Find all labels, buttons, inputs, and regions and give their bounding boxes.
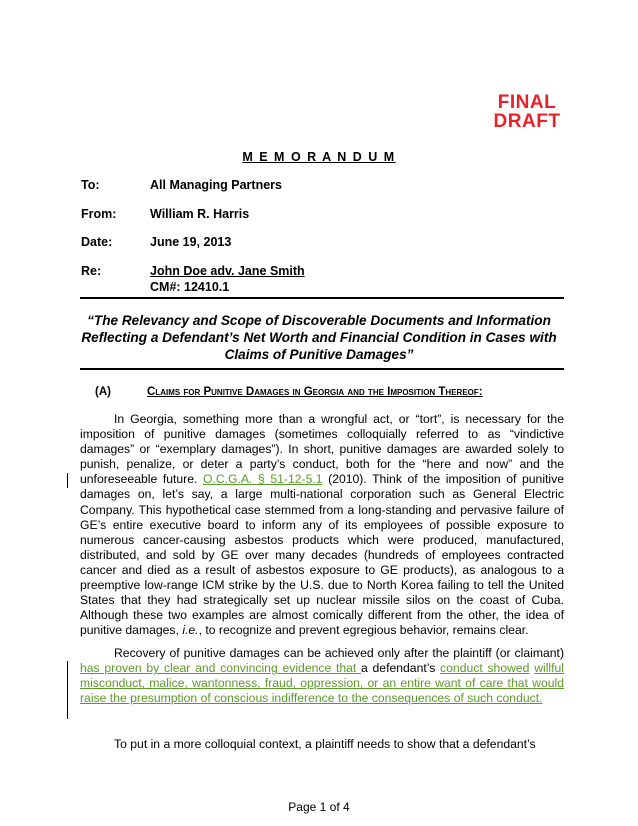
- paragraph-1-text-a: In Georgia, something more than a wrongful act, or “tort”, is necessary for the imposition of punitive damages (sometimes colloquially referred to as “vindictive damages” or “exemplary damages”). In short, punitive damages are awarded solely to punish, penalize, or deter a party’s conduct, both for the “here and now” and the unforeseeable future.: [80, 412, 564, 487]
- paragraph-1-text-c: , to recognize and prevent egregious behavior, remains clear.: [198, 623, 529, 638]
- from-value: William R. Harris: [150, 207, 250, 221]
- section-a-title: Claims for Punitive Damages in Georgia and the Imposition Thereof:: [147, 386, 483, 398]
- paragraph-3: [80, 737, 564, 752]
- change-bar-1: [67, 473, 68, 488]
- stamp-line-draft: DRAFT: [493, 111, 561, 132]
- stamp-line-final: FINAL: [497, 92, 557, 113]
- subject-line-1: “The Relevancy and Scope of Discoverable Documents and Information: [87, 313, 551, 328]
- paragraph-1: [80, 412, 564, 638]
- final-draft-stamp: [487, 93, 567, 131]
- section-a-heading: [95, 386, 483, 398]
- page-number: Page 1 of 4: [288, 800, 350, 814]
- date-value: June 19, 2013: [150, 235, 232, 249]
- memo-subject-title: [72, 312, 566, 363]
- inserted-text-2: conduct showed: [440, 661, 530, 676]
- date-label: Date:: [81, 235, 113, 249]
- paragraph-2: [80, 646, 564, 706]
- from-label: From:: [81, 207, 117, 221]
- inserted-text-1: has proven by clear and convincing evidence that: [80, 661, 362, 676]
- change-bar-2: [67, 661, 68, 719]
- statute-citation-link[interactable]: O.C.G.A. § 51-12-5.1: [202, 472, 323, 487]
- bottom-rule: [80, 368, 564, 370]
- re-label: Re:: [81, 264, 102, 278]
- to-value: All Managing Partners: [150, 178, 282, 192]
- paragraph-2-text-a: Recovery of punitive damages can be achieved only after the plaintiff (or claimant): [114, 646, 564, 660]
- ie-abbreviation: i.e.: [182, 623, 199, 638]
- paragraph-3-text: To put in a more colloquial context, a plaintiff needs to show that a defendant’s: [114, 737, 536, 751]
- subject-line-2: Reflecting a Defendant’s Net Worth and Financial Condition in Cases with: [81, 330, 557, 345]
- re-value: John Doe adv. Jane Smith: [150, 264, 305, 278]
- paragraph-2-text-b: a defendant’s: [361, 661, 441, 676]
- subject-line-3: Claims of Punitive Damages”: [224, 347, 414, 362]
- memo-title: M E M O R A N D U M: [242, 150, 396, 164]
- cm-value: CM#: 12410.1: [150, 280, 230, 294]
- section-a-number: (A): [95, 386, 111, 398]
- to-label: To:: [81, 178, 100, 192]
- top-rule: [80, 297, 564, 299]
- inserted-text-3: willful misconduct, malice, wantonness, fraud, oppression, or an entire want of care that would raise the presumption of conscious indifference to the consequences of such conduct.: [80, 661, 564, 706]
- paragraph-1-text-b: (2010). Think of the imposition of punitive damages on, let’s say, a large multi-national corporation such as General Electric Company. This hypothetical case stemmed from a long-standing and pervasive failure of GE’s entire executive board to inform any of its employees of possible exposure to numerous cancer-causing asbestos products which were produced, manufactured, distributed, and sold by GE over many decades (hundreds of employees contracted cancer and died as a result of asbestos exposure to GE products), as analogous to a preemptive low-range ICM strike by the U.S. due to North Korea failing to tell the United States that they had strategically set up nuclear missile silos on the coast of Cuba. Although these two examples are almost comically different from the other, the idea of punitive damages,: [80, 472, 564, 638]
